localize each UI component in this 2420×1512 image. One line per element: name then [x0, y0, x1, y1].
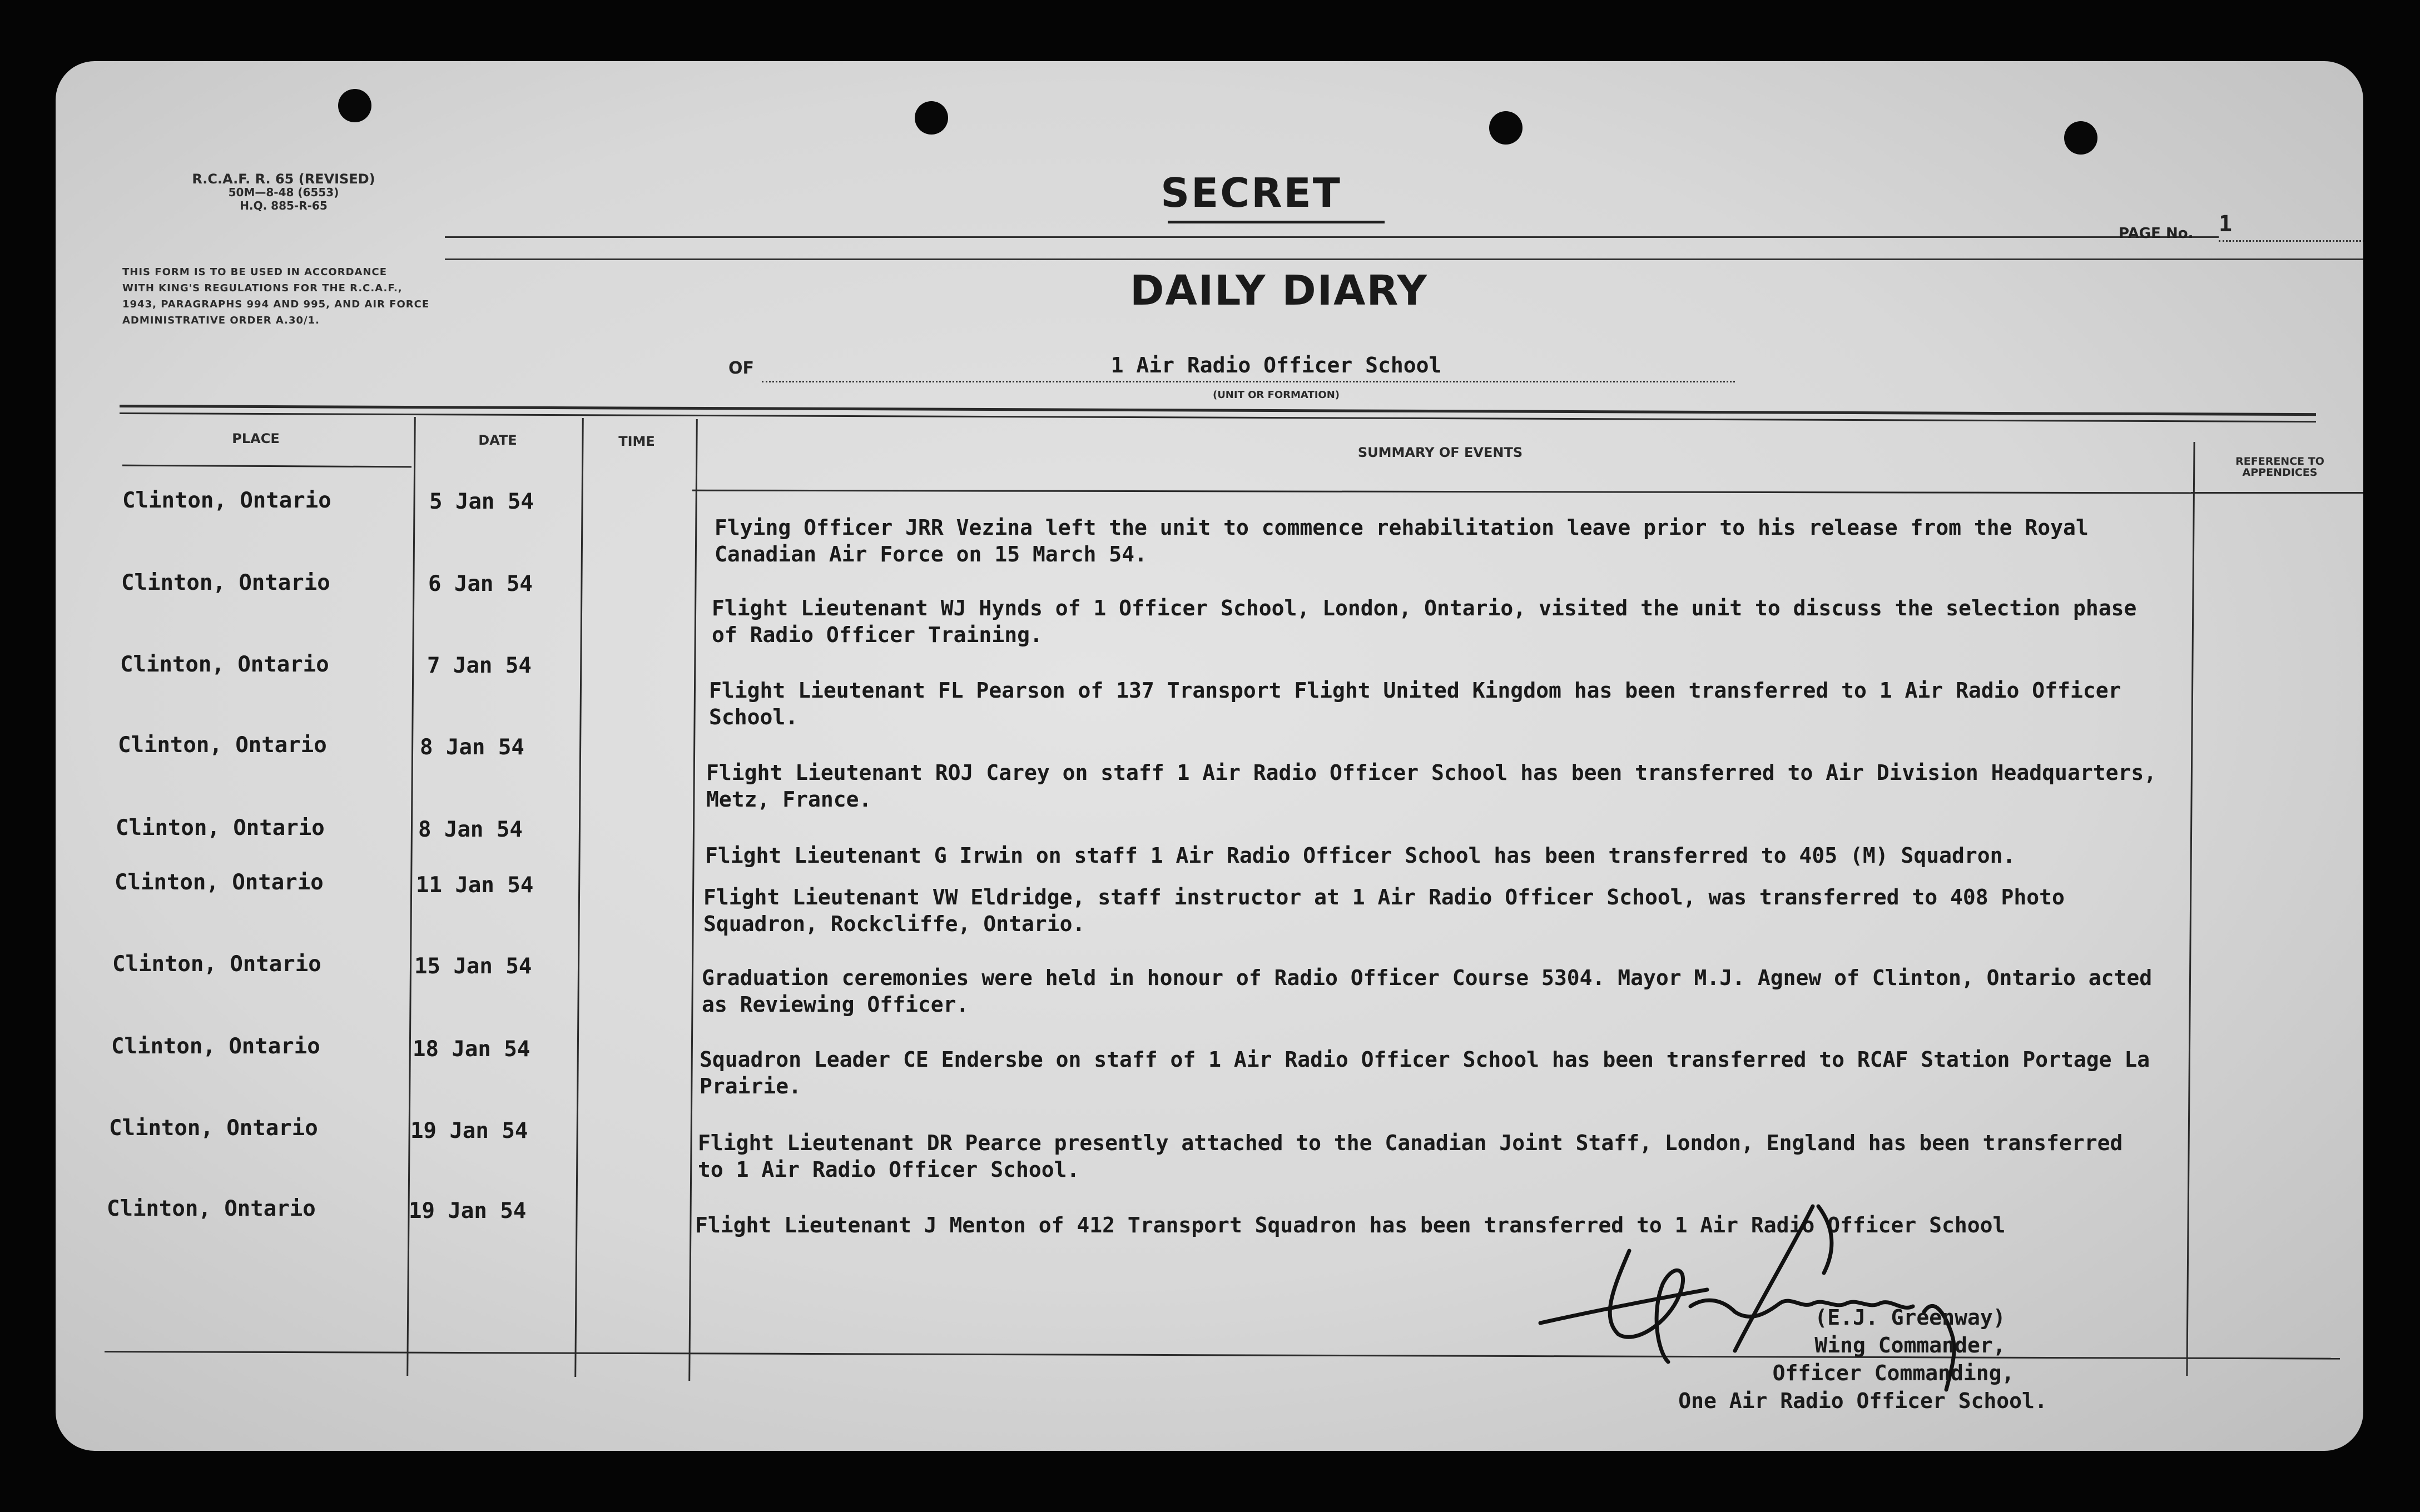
entry-place: Clinton, Ontario	[120, 652, 329, 677]
signatory-rank: Wing Commander,	[1814, 1333, 2006, 1357]
unit-name: 1 Air Radio Officer School	[1110, 353, 1442, 377]
entry-date: 8 Jan 54	[420, 735, 524, 760]
form-id-line: 50M—8-48 (6553)	[228, 186, 339, 199]
form-identifier	[139, 172, 428, 212]
entry-date: 19 Jan 54	[409, 1198, 527, 1223]
entry-date: 18 Jan 54	[413, 1037, 530, 1062]
diary-form-card	[56, 61, 2363, 1451]
header-divider	[122, 465, 411, 468]
form-note-line: WITH KING'S REGULATIONS FOR THE R.C.A.F.,	[122, 282, 403, 294]
header-divider	[692, 490, 2191, 494]
entry-place: Clinton, Ontario	[115, 870, 324, 895]
signatory-name: (E.J. Greenway)	[1814, 1305, 2006, 1330]
entry-date: 7 Jan 54	[427, 653, 532, 678]
entry-summary: Flight Lieutenant WJ Hynds of 1 Officer School, London, Ontario, visited the unit to discuss the selection phase of Radio Officer Training.	[712, 596, 2137, 647]
entry-summary: Flight Lieutenant DR Pearce presently attached to the Canadian Joint Staff, London, England has been transferred to 1 Air Radio Officer School.	[698, 1131, 2123, 1182]
column-divider	[574, 418, 584, 1377]
reference-header-line: APPENDICES	[2242, 466, 2318, 479]
form-note-line: THIS FORM IS TO BE USED IN ACCORDANCE	[122, 266, 388, 278]
signatory-unit: One Air Radio Officer School.	[1678, 1389, 2047, 1413]
column-header-time: TIME	[618, 434, 655, 449]
form-title: DAILY DIARY	[1130, 267, 1428, 315]
of-label: OF	[728, 359, 754, 378]
unit-name-rule	[762, 381, 1735, 382]
reference-header-line: REFERENCE TO	[2235, 455, 2324, 467]
punch-hole	[338, 89, 371, 122]
entry-summary: Graduation ceremonies were held in honour of Radio Officer Course 5304. Mayor M.J. Agnew of Clinton, Ontario acted as Reviewing Officer.	[702, 966, 2153, 1017]
entry-place: Clinton, Ontario	[121, 570, 330, 595]
entry-summary: Flight Lieutenant G Irwin on staff 1 Air Radio Officer School has been transferred to 405 (M) Squadron.	[705, 843, 2016, 868]
form-note-line: 1943, PARAGRAPHS 994 AND 995, AND AIR FORCE	[122, 299, 430, 310]
classification-underline	[1168, 221, 1385, 223]
column-header-summary: SUMMARY OF EVENTS	[1357, 445, 1523, 460]
header-rule	[445, 236, 2219, 238]
unit-caption: (UNIT OR FORMATION)	[1212, 389, 1340, 401]
punch-hole	[2064, 121, 2097, 155]
classification-heading: SECRET	[1161, 170, 1342, 216]
form-id-line: R.C.A.F. R. 65 (REVISED)	[192, 171, 375, 187]
entry-place: Clinton, Ontario	[116, 815, 325, 840]
entry-place: Clinton, Ontario	[109, 1116, 318, 1141]
page-number-rule	[2219, 240, 2363, 242]
form-id-line: H.Q. 885-R-65	[240, 199, 328, 212]
entry-date: 5 Jan 54	[429, 489, 534, 514]
column-header-reference	[2196, 456, 2363, 478]
page-number: 1	[2219, 211, 2233, 237]
entry-date: 6 Jan 54	[428, 571, 533, 596]
signature-block	[1613, 1304, 2113, 1415]
header-divider	[2191, 492, 2363, 494]
column-header-place: PLACE	[232, 431, 280, 446]
entry-place: Clinton, Ontario	[112, 952, 321, 977]
header-rule	[445, 258, 2363, 260]
punch-hole	[1489, 111, 1523, 145]
entry-place: Clinton, Ontario	[107, 1196, 316, 1221]
entry-date: 8 Jan 54	[418, 817, 523, 842]
entry-summary: Flight Lieutenant VW Eldridge, staff instructor at 1 Air Radio Officer School, was transferred to 408 Photo Squadron, Rockcliffe, Ontario.	[703, 885, 2065, 936]
column-divider	[406, 417, 416, 1376]
entry-date: 11 Jan 54	[416, 873, 534, 898]
entry-place: Clinton, Ontario	[122, 488, 331, 513]
entry-date: 15 Jan 54	[414, 954, 532, 979]
page-number-label: PAGE No.	[2119, 225, 2194, 242]
form-usage-note	[122, 264, 606, 329]
punch-hole	[915, 101, 948, 135]
form-note-line: ADMINISTRATIVE ORDER A.30/1.	[122, 315, 320, 326]
column-header-date: DATE	[478, 432, 517, 448]
entry-place: Clinton, Ontario	[118, 733, 327, 758]
entry-place: Clinton, Ontario	[111, 1034, 320, 1059]
signatory-role: Officer Commanding,	[1772, 1361, 2015, 1385]
entry-summary: Flight Lieutenant ROJ Carey on staff 1 Air Radio Officer School has been transferred to Air Division Headquarters, Metz, France.	[706, 760, 2157, 812]
entry-date: 19 Jan 54	[410, 1118, 528, 1143]
entry-summary: Flight Lieutenant J Menton of 412 Transport Squadron has been transferred to 1 Air Radio Officer School	[695, 1213, 2006, 1237]
entry-summary: Squadron Leader CE Endersbe on staff of 1 Air Radio Officer School has been transferred to RCAF Station Portage La Prairie.	[700, 1047, 2150, 1098]
column-divider	[2186, 442, 2195, 1376]
entry-summary: Flight Lieutenant FL Pearson of 137 Transport Flight United Kingdom has been transferred to 1 Air Radio Officer School.	[709, 678, 2121, 729]
entry-summary: Flying Officer JRR Vezina left the unit to commence rehabilitation leave prior to his release from the Royal Canadian Air Force on 15 March 54.	[715, 515, 2089, 566]
